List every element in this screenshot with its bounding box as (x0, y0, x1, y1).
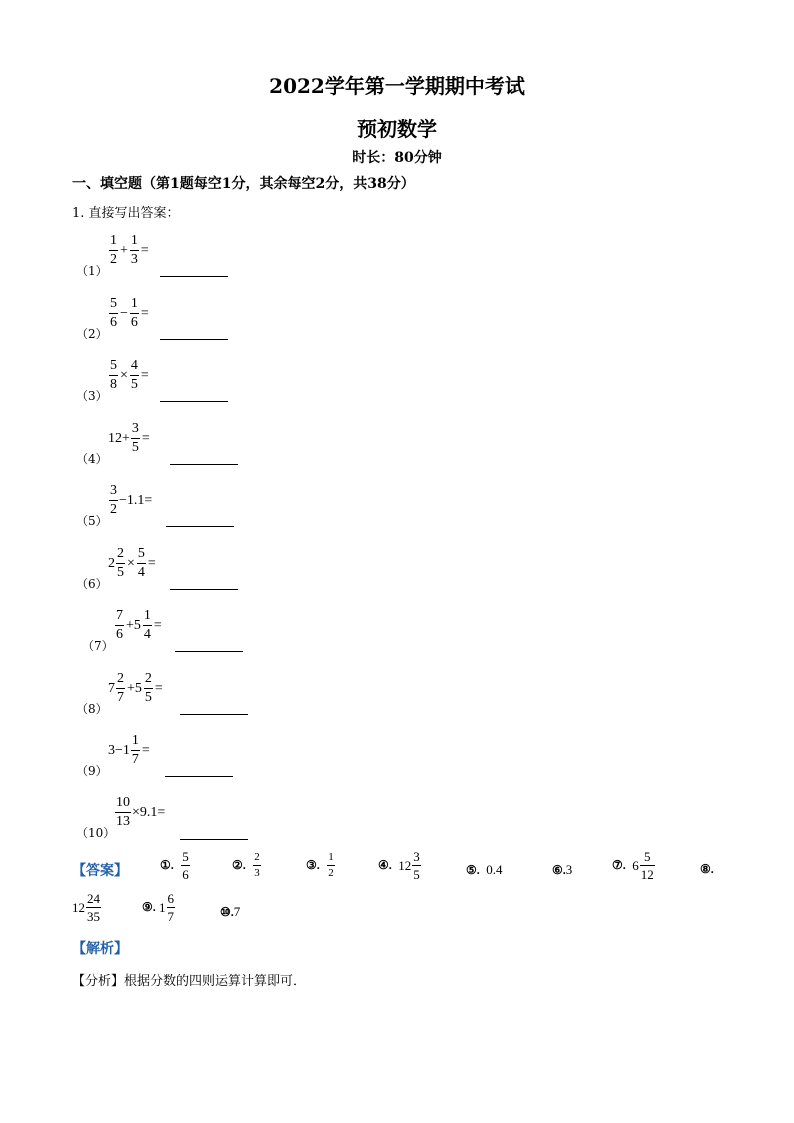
equals: = (140, 305, 149, 321)
answer-2 (232, 852, 262, 879)
answer-blank-6[interactable] (170, 588, 238, 590)
operator: − (120, 305, 128, 321)
item-label-6: （6） (76, 577, 108, 591)
expression-4 (108, 422, 151, 455)
denominator: 7 (131, 752, 139, 767)
exam-title: 2022学年第一学期期中考试 (269, 74, 525, 98)
item-label-4: （4） (76, 452, 108, 466)
answer-mark: ⑨. (142, 900, 156, 914)
numerator: 5 (110, 358, 117, 373)
answer-6 (552, 862, 572, 878)
numerator: 4 (130, 358, 138, 373)
whole-part: 2 (108, 555, 115, 571)
denominator: 5 (144, 690, 152, 705)
expression-7 (114, 609, 163, 642)
answer-1 (160, 850, 191, 881)
expression-lead: 12+ (108, 430, 130, 446)
expression-3 (108, 359, 150, 392)
operator: × (127, 555, 135, 571)
operator: + (120, 242, 128, 258)
numerator: 2 (254, 851, 260, 863)
expression-2 (108, 297, 150, 330)
equals: = (154, 680, 163, 696)
item-label-1: （1） (76, 264, 108, 278)
expression-8 (108, 672, 164, 705)
numerator: 5 (644, 849, 651, 864)
operator: +5 (127, 680, 142, 696)
whole-part: 12 (398, 857, 412, 873)
denominator: 7 (117, 690, 124, 705)
answer-mark: ⑩. (220, 904, 234, 919)
answer-mark: ②. (232, 858, 246, 872)
expression-tail: ×9.1= (132, 804, 166, 820)
denominator: 12 (640, 867, 654, 882)
denominator: 2 (328, 867, 334, 879)
item-label-3: （3） (76, 389, 108, 403)
answer-4 (378, 850, 422, 881)
answer-mark: ⑦. (612, 858, 626, 872)
numerator: 10 (116, 795, 130, 810)
denominator: 6 (130, 315, 138, 330)
answer-label: 【答案】 (72, 863, 128, 879)
denominator: 5 (413, 867, 420, 882)
answer-mark: ④. (378, 858, 392, 872)
expression-5 (108, 484, 152, 517)
expression-tail: −1.1= (119, 492, 153, 508)
numerator: 1 (130, 233, 138, 248)
answer-blank-3[interactable] (160, 400, 228, 402)
item-label-5: （5） (76, 514, 108, 528)
numerator: 5 (110, 296, 117, 311)
numerator: 2 (117, 546, 124, 561)
answer-mark: ⑥. (552, 862, 566, 877)
numerator: 1 (130, 296, 138, 311)
numerator: 1 (328, 851, 334, 863)
answer-blank-1[interactable] (160, 275, 228, 277)
whole-part: 12 (72, 899, 85, 915)
item-label-9: （9） (76, 764, 108, 778)
answer-mark: ⑤. (466, 862, 480, 877)
numerator: 2 (144, 671, 152, 686)
answer-value: 0.4 (486, 862, 503, 877)
denominator: 2 (110, 502, 117, 517)
answer-blank-10[interactable] (180, 838, 248, 840)
numerator: 5 (137, 546, 145, 561)
denominator: 6 (116, 627, 123, 642)
denominator: 3 (254, 867, 260, 879)
answer-9 (142, 892, 176, 923)
denominator: 2 (110, 252, 117, 267)
numerator: 1 (131, 733, 139, 748)
denominator: 5 (130, 377, 138, 392)
answer-value: 3 (565, 862, 573, 877)
equals: = (141, 742, 150, 758)
answer-blank-8[interactable] (180, 713, 248, 715)
numerator: 24 (87, 891, 100, 906)
expression-9 (108, 734, 151, 767)
answer-blank-4[interactable] (170, 463, 238, 465)
whole-part: 7 (108, 680, 115, 696)
answer-blank-5[interactable] (166, 525, 234, 527)
denominator: 4 (137, 565, 145, 580)
answer-value: 7 (233, 904, 241, 919)
expression-lead: 3−1 (108, 742, 130, 758)
item-label-8: （8） (76, 702, 108, 716)
operator: × (120, 367, 128, 383)
numerator: 2 (117, 671, 124, 686)
exam-duration: 时长：80分钟 (352, 150, 442, 166)
expression-10 (114, 796, 165, 829)
operator: +5 (126, 617, 141, 633)
whole-part: 6 (632, 857, 639, 873)
numerator: 3 (110, 483, 117, 498)
answer-blank-2[interactable] (160, 338, 228, 340)
answer-mark: ③. (306, 858, 320, 872)
numerator: 7 (116, 608, 123, 623)
numerator: 1 (110, 233, 117, 248)
analysis-text: 【分析】根据分数的四则运算计算即可． (72, 974, 307, 989)
equals: = (153, 617, 162, 633)
denominator: 13 (116, 814, 130, 829)
item-label-2: （2） (76, 327, 108, 341)
equals: = (147, 555, 156, 571)
answer-blank-9[interactable] (165, 775, 233, 777)
answer-10 (220, 904, 240, 920)
numerator: 3 (131, 421, 139, 436)
denominator: 3 (130, 252, 138, 267)
denominator: 6 (110, 315, 117, 330)
denominator: 7 (167, 909, 175, 924)
denominator: 6 (182, 867, 189, 882)
denominator: 5 (131, 440, 139, 455)
equals: = (140, 367, 149, 383)
answer-mark: ①. (160, 858, 174, 872)
answer-7 (612, 850, 656, 881)
numerator: 1 (143, 608, 151, 623)
subject-title: 预初数学 (357, 117, 437, 141)
expression-1 (108, 234, 150, 267)
item-label-7: （7） (82, 639, 114, 653)
answer-8-value (72, 892, 102, 923)
numerator: 6 (167, 891, 175, 906)
question-intro: 1. 直接写出答案： (72, 206, 180, 221)
section-heading: 一、填空题（第1题每空1分，其余每空2分，共38分） (72, 176, 415, 192)
numerator: 3 (413, 849, 420, 864)
denominator: 4 (143, 627, 151, 642)
denominator: 8 (110, 377, 117, 392)
analysis-label: 【解析】 (72, 941, 128, 957)
whole-part: 1 (159, 899, 166, 915)
answer-3 (306, 852, 336, 879)
equals: = (140, 242, 149, 258)
numerator: 5 (182, 849, 189, 864)
item-label-10: （10） (76, 826, 116, 840)
answer-mark: ⑧. (700, 862, 714, 876)
answer-8-mark (700, 862, 714, 877)
equals: = (141, 430, 150, 446)
answer-blank-7[interactable] (175, 650, 243, 652)
expression-6 (108, 547, 157, 580)
denominator: 35 (87, 909, 100, 924)
answer-5 (466, 862, 503, 878)
denominator: 5 (117, 565, 124, 580)
